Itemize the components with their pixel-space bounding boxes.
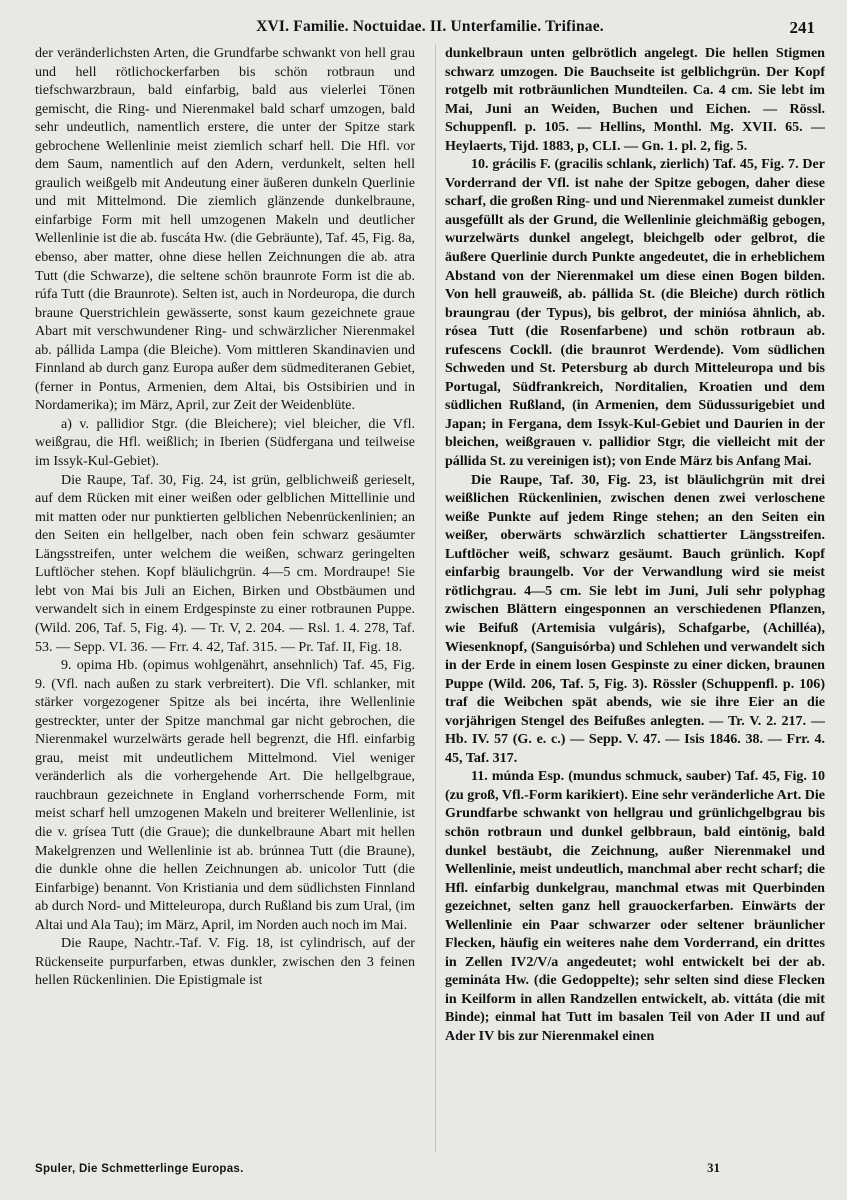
page-footer [35, 1160, 825, 1190]
right-paragraph-1: dunkelbraun unten gelbrötlich angelegt. Die hellen Stigmen schwarz umzogen. Die Bauchseite ist gelblichgrün. Der Kopf rotgelb mit rotbräunlichen Mundteilen. Ca. 4 cm. Sie lebt im Mai, Juni an Weiden, Buchen und Eichen. — Rössl. Schuppenfl. p. 105. — Hellins, Monthl. Mg. XVII. 65. — Heylaerts, Tijd. 1883, p, CLI. — Gn. 1. pl. 2, fig. 5. [445, 45, 825, 154]
right-paragraph-2: 10. grácilis F. (gracilis schlank, zierlich) Taf. 45, Fig. 7. Der Vorderrand der Vfl. ist nahe der Spitze gebogen, daher diese scharf, die großen Ring- und und Nierenmakel zumeist dunkler ausgefüllt als der Grund, die Wellenlinie gleichmäßig gebogen, wurzelwärts dunkel angelegt, bleichgelb oder gelbrot, die äußere Querlinie durch Punkte angedeutet, die in erheblichem Abstand von der Nierenmakel um diese einen Bogen bilden. Von hell grauweiß, ab. pállida St. (die Bleiche) durch rötlich braungrau (der Typus), bis gelbrot, der miniósa ähnlich, ab. rósea Tutt (die Rosenfarbene) und schön rotbraun ab. rufescens Cockll. (die braunrot Werdende). Vom südlichen Schweden und St. Petersburg ab durch Mitteleuropa und bis Portugal, Südfrankreich, Norditalien, Kroatien und dem südlichen Rußland, (in Armenien, dem Südussurigebiet und Japan; in Fergana, dem Issyk-Kul-Gebiet und Daurien in der bleichen, weißgrauen v. pallidior Stgr, die vielleicht mit der pállida St. zu vereinigen ist); von Ende März bis Anfang Mai. [445, 156, 825, 470]
sheet-signature: 31 [707, 1160, 720, 1175]
text-columns [35, 44, 825, 1152]
left-paragraph-3: Die Raupe, Taf. 30, Fig. 24, ist grün, gelblichweiß gerieselt, auf dem Rücken mit einer weißen oder gelblichen Mittellinie und mit matten oder nur punktierten gelblichen Nebenrückenlinien; an den Seiten ein hellgelber, nach oben fein schwarz gesäumter Längsstreifen, unter welchem die weißen, schwarz geringelten Luftlöcher stehen. Kopf bläulichgrün. 4—5 cm. Mordraupe! Sie lebt von Mai bis Juli an Eichen, Birken und Obstbäumen und verwandelt sich in einem Erdgespinste zu einer rotbraunen Puppe. (Wild. 206, Taf. 5, Fig. 4). — Tr. V, 2. 204. — Rsl. 1. 4. 278, Taf. 53. — Sepp. VI. 36. — Frr. 4. 42, Taf. 315. — Pr. Taf. II, Fig. 18. [35, 471, 415, 655]
left-column [35, 44, 417, 1152]
left-paragraph-1: der veränderlichsten Arten, die Grundfarbe schwankt von hell grau und hell rötlichockerfarben bis schön rotbraun und tiefschwarzbraun, bald einfarbig, bald aus vielerlei Tönen gemischt, die Ring- und Nierenmakel bald scharf umzogen, bald sehr undeutlich, namentlich erstere, die unter der Spitze stark gebrochene Wellenlinie meist ziemlich scharf hell. Die Hfl. vor dem Saum, namentlich auf den Adern, verdunkelt, selten hell graulich weißgelb mit Andeutung einer äußeren dunkeln Querlinie und mit Mittelmond. Die ziemlich glänzende dunkelbraune, einfarbige Form mit hell umzogenen Makeln und deutlicher Wellenlinie ist die ab. fuscáta Hw. (die Gebräunte), Taf. 45, Fig. 8a, ebenso, aber matter, ohne diese hellen Zeichnungen die ab. atra Tutt (die Schwarze), die seltene schön braunrote Form ist die ab. rúfa Tutt (die Braunrote). Selten ist, auch in Nordeuropa, die durch braune Querstrichlein gewässerte, sonst kaum gezeichnete graue Abart mit verschwundener Ring- und schwärzlicher Nierenmakel ab. pállida Lampa (die Bleiche). Vom mittleren Skandinavien und Finnland ab durch ganz Europa außer dem südmediteranen Gebiet, (ferner in Pontus, Armenien, dem Altai, bis Ostsibirien und in Nordamerika); im März, April, zur Zeit der Weidenblüte. [35, 45, 415, 414]
right-column [435, 44, 825, 1152]
right-paragraph-4: 11. múnda Esp. (mundus schmuck, sauber) Taf. 45, Fig. 10 (zu groß, Vfl.-Form karikiert). Eine sehr veränderliche Art. Die Grundfarbe schwankt von hellgrau und grünlichgelbgrau bis schön rotbraun und dunkel gelbbraun, bald eintönig, bald dunkel bestäubt, die Zeichnung, außer Nierenmakel und Wellenlinie, meist undeutlich, manchmal aber recht scharf; die Hfl. einfarbig dunkelgrau, manchmal etwas mit Querbinden gezeichnet, selten ganz hell grauockerfarben. Einwärts der Wellenlinie ein Paar schwarzer oder seltener bräunlicher Flecken, häufig ein weiteres nahe dem Vorderrand, ein drittes in Zellen IV2/V/a angedeutet; wohl entwickelt bei der ab. gemináta Hw. (die Gedoppelte); sehr selten sind diese Flecken in Keilform in allen Randzellen entwickelt, ab. vittáta (die mit Binde); einmal hat Tutt im basalen Teil von Ader II und auf Ader IV bis zur Nierenmakel einen [445, 768, 825, 1044]
page-number: 241 [789, 18, 815, 37]
running-title: XVI. Familie. Noctuidae. II. Unterfamilie. Trifinae. [256, 18, 604, 35]
book-credit: Spuler, Die Schmetterlinge Europas. [35, 1163, 244, 1175]
left-paragraph-4: 9. opima Hb. (opimus wohlgenährt, ansehnlich) Taf. 45, Fig. 9. (Vfl. nach außen zu stark verbreitert). Die Vfl. schlanker, mit stärker vorgezogener Spitze als bei incérta, ihre Wellenlinie gestreckter, unter der Spitze manchmal gar nicht gebrochen, die Nierenmakel wurzelwärts gerade hell begrenzt, die Hfl. einfarbig grau, meist mit undeutlichem Mittelmond. Viel weniger veränderlich als die vorhergehende Art. Die hellgelbgraue, rauchbraun gezeichnete in England vorherrschende Form, mit meist scharf hell umzogenen Makeln und breiterer Wellenlinie, ist die v. grísea Tutt (die Graue); die dunkelbraune Abart mit hellen Makelgrenzen und Wellenlinie ist ab. brúnnea Tutt (die Braune), die dunkle ohne die hellen Zeichnungen ab. unicolor Tutt (die Einfarbige) benannt. Von Kristiania und dem südlichsten Finnland ab durch Nord- und Mitteleuropa, durch Rußland bis zum Ural, (im Altai und Ala Tau); im März, April, im Norden auch noch im Mai. [35, 657, 415, 933]
left-paragraph-2: a) v. pallidior Stgr. (die Bleichere); viel bleicher, die Vfl. weißgrau, die Hfl. weißlich; in Iberien (Südfergana und teilweise im Issyk-Kul-Gebiet). [35, 415, 415, 470]
page-header [35, 18, 825, 44]
left-paragraph-5: Die Raupe, Nachtr.-Taf. V. Fig. 18, ist cylindrisch, auf der Rückenseite purpurfarben, etwas dunkler, zwischen den 3 feinen hellen Rückenlinien. Die Epistigmale ist [35, 935, 415, 989]
right-paragraph-3: Die Raupe, Taf. 30, Fig. 23, ist bläulichgrün mit drei weißlichen Rückenlinien, zwischen denen zwei verloschene weiße Punkte auf jedem Ringe stehen; an den Seiten ein weißer, oberwärts schwärzlich schattierter Längsstreifen. Luftlöcher weiß, schwarz gesäumt. Bauch grünlich. Kopf einfarbig braungelb. Vor der Verwandlung wird sie meist rötlichgrau. 4—5 cm. Sie lebt im Juni, Juli sehr polyphag zwischen Blättern eingesponnen an verschiedenen Pflanzen, wie Beifuß (Artemisia vulgáris), Schafgarbe, (Achilléa), Wiesenknopf, (Sanguisórba) und Schlehen und verwandelt sich in der Erde in einem losen Gespinste zu einer dicken, braunen Puppe (Wild. 206, Taf. 5, Fig. 3). Rössler (Schuppenfl. p. 106) traf die Weibchen spät abends, wie sie ihre Eier an die vorjährigen Stengel des Beifußes anlegten. — Tr. V. 2. 217. — Hb. IV. 57 (G. e. c.) — Sepp. V. 47. — Isis 1846. 38. — Frr. 4. 45, Taf. 317. [445, 471, 825, 766]
